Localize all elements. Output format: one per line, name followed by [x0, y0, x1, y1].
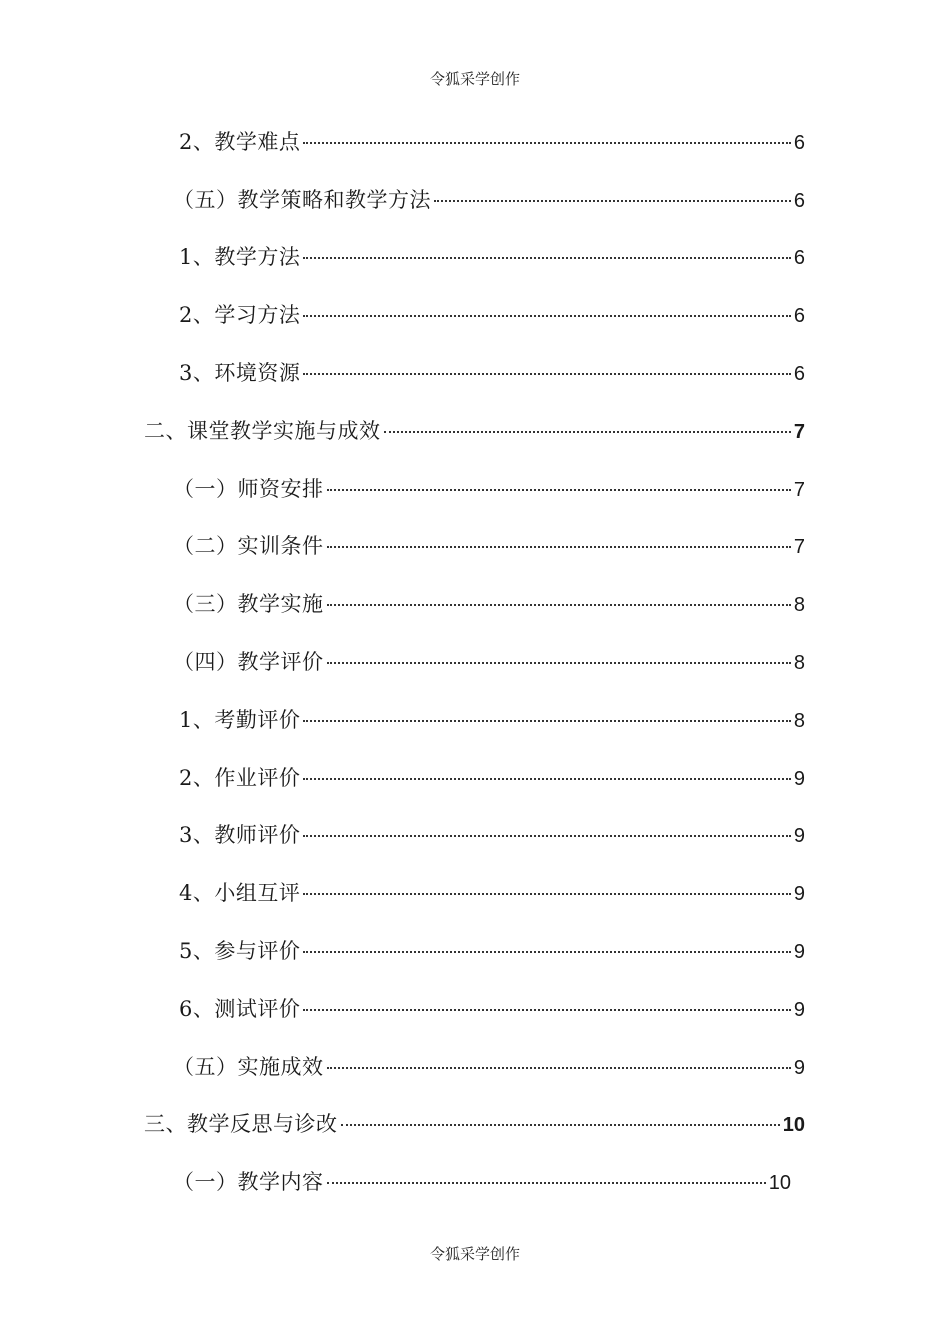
page-header: 令狐采学创作 [429, 70, 520, 88]
toc-entry-page-number: 6 [793, 363, 805, 386]
toc-entry-page-number: 7 [793, 536, 805, 559]
toc-entry[interactable] [0, 517, 950, 575]
toc-entry-page-number: 10 [782, 1114, 805, 1137]
dot-leader [327, 662, 791, 664]
toc-entry[interactable] [0, 343, 950, 401]
dot-leader [303, 257, 791, 259]
toc-entry-label: 二、课堂教学实施与成效 [144, 418, 381, 443]
toc-entry-label: 2、学习方法 [179, 303, 301, 328]
dot-leader [434, 200, 791, 202]
toc-entry-label: （五）教学策略和教学方法 [173, 187, 431, 212]
toc-entry[interactable] [0, 459, 950, 517]
toc-entry-page-number: 6 [793, 247, 805, 270]
toc-entry-label: （三）教学实施 [173, 592, 324, 617]
toc-entry[interactable] [0, 285, 950, 343]
toc-entry[interactable] [0, 690, 950, 748]
toc-entry-label: 5、参与评价 [179, 939, 301, 964]
toc-entry-label: 2、作业评价 [179, 765, 301, 790]
toc-entry-page-number: 6 [793, 131, 805, 154]
toc-entry-page-number: 9 [793, 883, 805, 906]
dot-leader [303, 778, 791, 780]
toc-entry[interactable] [0, 228, 950, 286]
toc-entry-label: （五）实施成效 [173, 1054, 324, 1079]
toc-entry[interactable] [0, 170, 950, 228]
dot-leader [327, 489, 791, 491]
toc-entry-page-number: 9 [793, 1056, 805, 1079]
dot-leader [327, 604, 791, 606]
dot-leader [327, 1067, 791, 1069]
toc-entry-page-number: 9 [793, 998, 805, 1021]
toc-entry[interactable] [0, 1037, 950, 1095]
toc-entry-label: （二）实训条件 [173, 534, 324, 559]
dot-leader [327, 546, 791, 548]
toc-entry-page-number: 7 [793, 478, 805, 501]
page-footer: 令狐采学创作 [429, 1245, 520, 1263]
toc-entry-page-number: 6 [793, 305, 805, 328]
toc-entry-label: 3、环境资源 [179, 361, 301, 386]
toc-entry-page-number: 9 [793, 941, 805, 964]
dot-leader [303, 893, 791, 895]
toc-entry-label: 1、教学方法 [179, 245, 301, 270]
toc-entry[interactable] [0, 112, 950, 170]
toc-entry[interactable] [0, 632, 950, 690]
dot-leader [303, 142, 791, 144]
dot-leader [303, 315, 791, 317]
table-of-contents [0, 112, 950, 1210]
dot-leader [303, 1009, 791, 1011]
toc-entry-label: 2、教学难点 [179, 129, 301, 154]
toc-entry-page-number: 7 [793, 420, 805, 443]
toc-entry-label: 3、教师评价 [179, 823, 301, 848]
toc-entry-page-number: 9 [793, 825, 805, 848]
toc-entry-label: （四）教学评价 [173, 650, 324, 675]
toc-entry-label: 三、教学反思与诊改 [144, 1112, 338, 1137]
dot-leader [303, 373, 791, 375]
toc-entry[interactable] [0, 863, 950, 921]
toc-entry[interactable] [0, 574, 950, 632]
toc-entry-page-number: 6 [793, 189, 805, 212]
toc-entry-page-number: 10 [768, 1172, 791, 1195]
toc-entry-label: 6、测试评价 [179, 996, 301, 1021]
toc-entry[interactable] [0, 1095, 950, 1153]
dot-leader [341, 1124, 780, 1126]
toc-entry-label: （一）师资安排 [173, 476, 324, 501]
toc-entry-label: 4、小组互评 [179, 881, 301, 906]
toc-entry-page-number: 8 [793, 594, 805, 617]
dot-leader [327, 1182, 766, 1184]
dot-leader [303, 835, 791, 837]
toc-entry[interactable] [0, 806, 950, 864]
dot-leader [303, 951, 791, 953]
toc-entry[interactable] [0, 1152, 950, 1210]
toc-entry-page-number: 8 [793, 709, 805, 732]
toc-entry[interactable] [0, 748, 950, 806]
toc-entry[interactable] [0, 921, 950, 979]
toc-entry-page-number: 9 [793, 767, 805, 790]
dot-leader [384, 431, 791, 433]
dot-leader [303, 720, 791, 722]
toc-entry[interactable] [0, 979, 950, 1037]
toc-entry[interactable] [0, 401, 950, 459]
toc-entry-label: （一）教学内容 [173, 1170, 324, 1195]
toc-entry-page-number: 8 [793, 652, 805, 675]
toc-entry-label: 1、考勤评价 [179, 707, 301, 732]
